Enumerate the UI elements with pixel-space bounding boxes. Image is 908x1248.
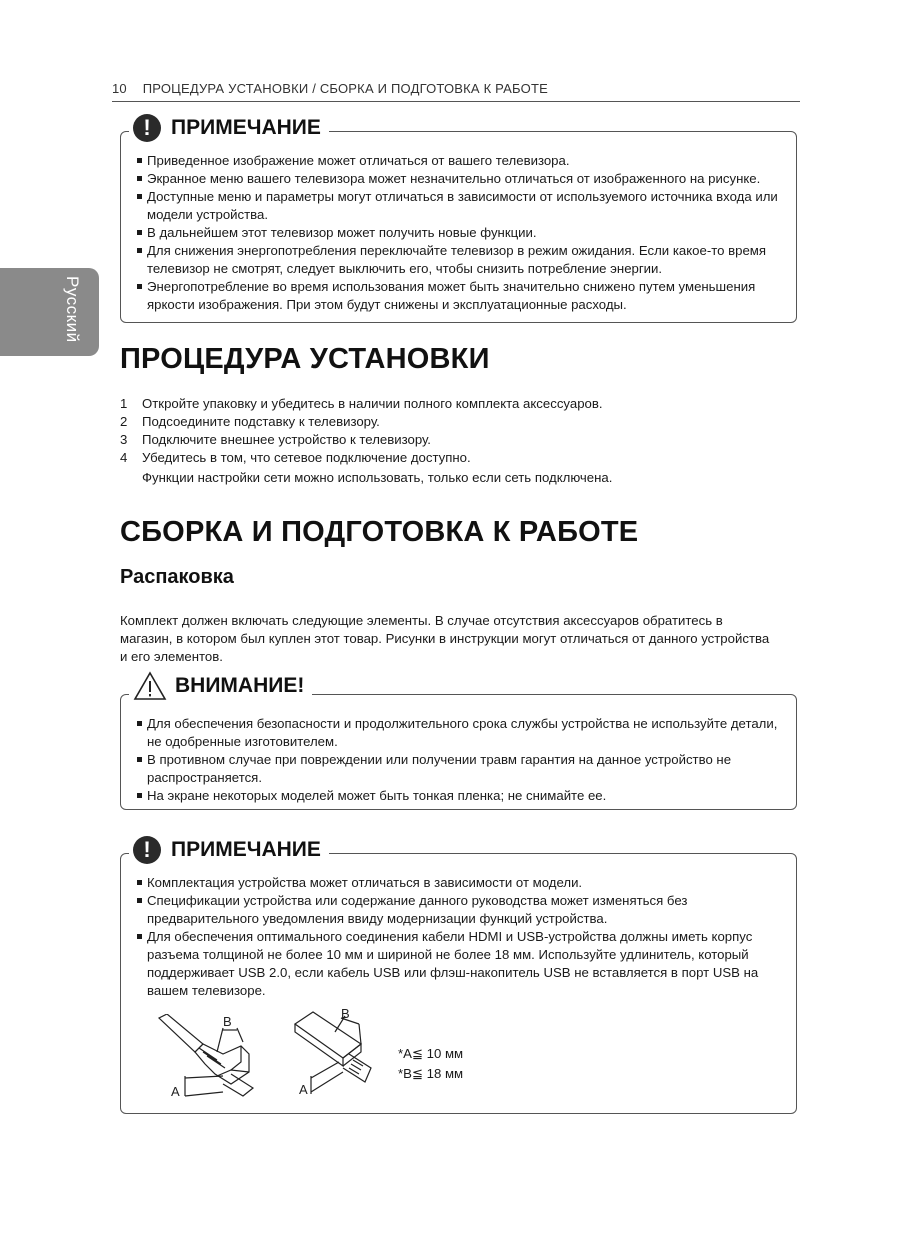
step-row xyxy=(120,395,612,413)
step-text: Убедитесь в том, что сетевое подключение доступно. xyxy=(142,450,471,465)
list-item: Для обеспечения оптимального соединения кабели HDMI и USB-устройства должны иметь корпус разъема толщиной не более 10 мм и шириной не более 18 мм. Используйте удлинитель, который поддерживает USB 2.0, если кабель USB или флэш-накопитель USB не вставляется в порт USB на вашем телевизоре. xyxy=(137,928,789,1000)
step-text: Откройте упаковку и убедитесь в наличии полного комплекта аксессуаров. xyxy=(142,396,603,411)
step-number: 2 xyxy=(120,414,128,429)
note-title-text: ПРИМЕЧАНИЕ xyxy=(171,116,321,139)
dimension-b: *B≦ 18 мм xyxy=(398,1066,464,1081)
note-title-2 xyxy=(129,836,329,864)
dimension-a: *A≦ 10 мм xyxy=(398,1046,464,1061)
step-number: 3 xyxy=(120,432,128,447)
list-item: Энергопотребление во время использования может быть значительно снижено путем уменьшения яркости изображения. При этом будут снижены и эксплуатационные расходы. xyxy=(137,278,789,314)
note-title-text-2: ПРИМЕЧАНИЕ xyxy=(171,838,321,861)
connector-dimensions xyxy=(398,1044,463,1084)
language-tab xyxy=(0,268,99,356)
step-number: 1 xyxy=(120,396,128,411)
caution-title xyxy=(129,671,312,701)
step-row xyxy=(120,449,612,467)
hdmi-label-b: B xyxy=(223,1014,232,1029)
list-item: В дальнейшем этот телевизор может получить новые функции. xyxy=(137,224,789,242)
usb-stick-illustration xyxy=(291,1006,401,1098)
list-item: В противном случае при повреждении или получении травм гарантия на данное устройство не распространяется. xyxy=(137,751,789,787)
note-list xyxy=(137,152,789,314)
install-steps xyxy=(120,395,612,487)
note-title xyxy=(129,114,329,142)
exclamation-icon: ! xyxy=(133,836,161,864)
list-item: На экране некоторых моделей может быть тонкая пленка; не снимайте ее. xyxy=(137,787,789,805)
exclamation-icon: ! xyxy=(133,114,161,142)
note-list-2 xyxy=(137,874,789,1000)
list-item: Доступные меню и параметры могут отличаться в зависимости от используемого источника входа или модели устройства. xyxy=(137,188,789,224)
list-item: Экранное меню вашего телевизора может незначительно отличаться от изображенного на рисунке. xyxy=(137,170,789,188)
warning-triangle-icon xyxy=(133,671,167,701)
list-item: Для обеспечения безопасности и продолжительного срока службы устройства не используйте детали, не одобренные изготовителем. xyxy=(137,715,789,751)
hdmi-connector-illustration xyxy=(157,1014,267,1100)
usb-label-b: B xyxy=(341,1006,350,1021)
usb-label-a: A xyxy=(299,1082,308,1097)
assembly-heading: СБОРКА И ПОДГОТОВКА К РАБОТЕ xyxy=(120,516,639,548)
page-number: 10 xyxy=(112,81,127,96)
note-box xyxy=(120,115,797,323)
caution-list xyxy=(137,715,789,805)
step4-note: Функции настройки сети можно использовать, только если сеть подключена. xyxy=(142,470,613,485)
unpacking-intro: Комплект должен включать следующие элементы. В случае отсутствия аксессуаров обратитесь в магазин, в котором был куплен этот товар. Рисунки в инструкции могут отличаться от данного устройства и его элементов. xyxy=(120,613,770,664)
language-tab-label: Русский xyxy=(63,276,82,343)
step-number: 4 xyxy=(120,450,128,465)
step-text: Подключите внешнее устройство к телевизору. xyxy=(142,432,431,447)
step-row xyxy=(120,413,612,431)
step-row xyxy=(120,431,612,449)
step-text: Подсоедините подставку к телевизору. xyxy=(142,414,380,429)
caution-title-text: ВНИМАНИЕ! xyxy=(175,674,305,697)
header-title: ПРОЦЕДУРА УСТАНОВКИ / СБОРКА И ПОДГОТОВКА К РАБОТЕ xyxy=(142,81,548,96)
list-item: Комплектация устройства может отличаться в зависимости от модели. xyxy=(137,874,789,892)
list-item: Для снижения энергопотребления переключайте телевизор в режим ожидания. Если какое-то время телевизор не смотрят, следует выключить его, чтобы снизить потребление энергии. xyxy=(137,242,789,278)
install-heading: ПРОЦЕДУРА УСТАНОВКИ xyxy=(120,343,490,375)
page-header xyxy=(112,81,800,102)
list-item: Спецификации устройства или содержание данного руководства может изменяться без предварительного уведомления ввиду модернизации функций устройства. xyxy=(137,892,789,928)
unpacking-subheading: Распаковка xyxy=(120,566,234,588)
caution-box xyxy=(120,674,797,810)
list-item: Приведенное изображение может отличаться от вашего телевизора. xyxy=(137,152,789,170)
hdmi-label-a: A xyxy=(171,1084,180,1099)
